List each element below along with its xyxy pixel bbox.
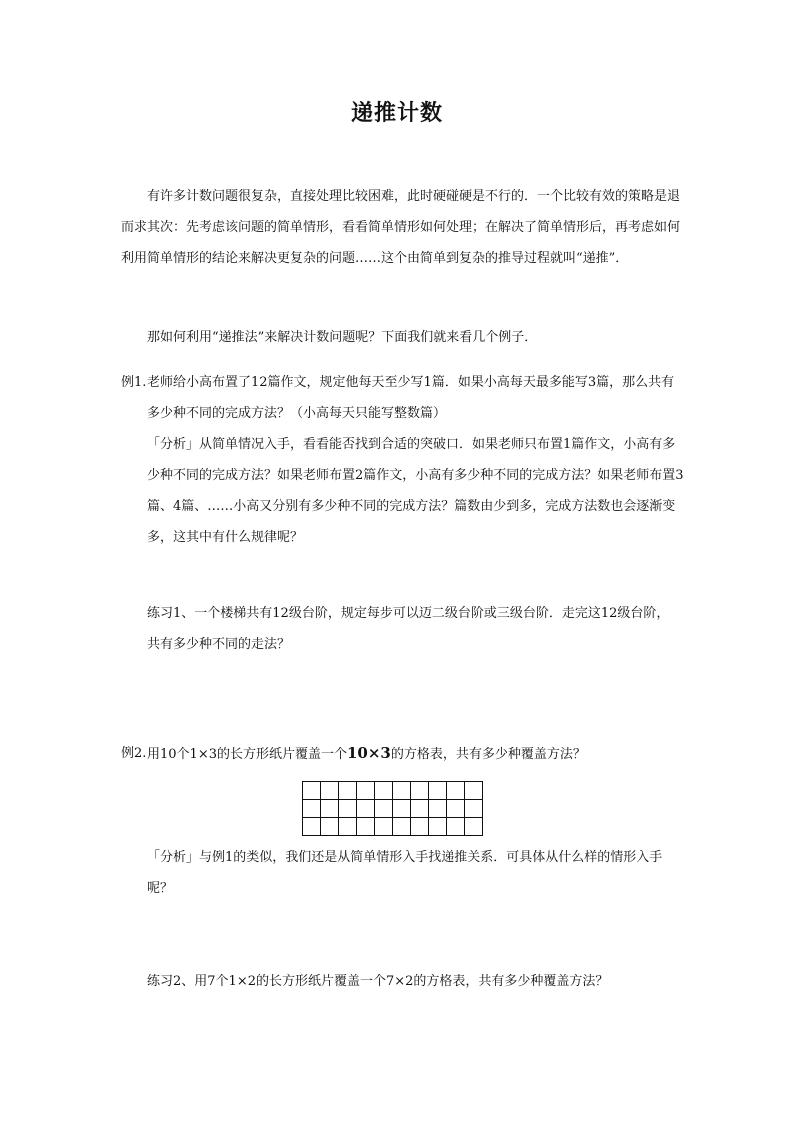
grid-cell [393, 800, 411, 818]
grid-cell [357, 818, 375, 836]
page-title: 递推计数 [350, 101, 443, 126]
grid-cell [321, 800, 339, 818]
grid-cell [429, 818, 447, 836]
grid-table-10x3 [302, 781, 483, 836]
intro-paragraph: 有许多计数问题很复杂，直接处理比较困难，此时硬碰硬是不行的．一个比较有效的策略是退而求其次：先考虑该问题的简单情形，看看简单情形如何处理；在解决了简单情形后，再考虑如何利用简单情形的结论来解决更复杂的问题……这个由简单到复杂的推导过程就叫“递推”． [121, 189, 681, 266]
grid-cell [411, 800, 429, 818]
example-1 [121, 367, 687, 553]
grid-cell [411, 818, 429, 836]
grid-cell [321, 818, 339, 836]
grid-row [303, 818, 483, 836]
grid-cell [447, 782, 465, 800]
example-2-label: 例2. [121, 746, 147, 761]
grid-cell [321, 782, 339, 800]
grid-cell [303, 782, 321, 800]
grid-cell [465, 800, 483, 818]
example-2-question [147, 738, 687, 770]
grid-cell [303, 818, 321, 836]
grid-cell [357, 782, 375, 800]
grid-cell [447, 818, 465, 836]
grid-cell [303, 800, 321, 818]
practice-1: 练习1、一个楼梯共有12级台阶，规定每步可以迈二级台阶或三级台阶．走完这12级台阶，共有多少种不同的走法？ [147, 606, 670, 652]
grid-cell [339, 800, 357, 818]
example-2-question-suffix: 的方格表，共有多少种覆盖方法？ [390, 747, 586, 762]
example-2 [121, 738, 687, 770]
grid-cell [375, 818, 393, 836]
grid-cell [393, 818, 411, 836]
example-1-analysis: 「分析」从简单情况入手，看看能否找到合适的突破口．如果老师只布置1篇作文，小高有多少种不同的完成方法？如果老师布置2篇作文，小高有多少种不同的完成方法？如果老师布置3篇、4篇、……小高又分别有多少种不同的完成方法？篇数由少到多，完成方法数也会逐渐变多，这其中有什么规律呢？ [147, 437, 684, 545]
example-2-grid-size: 10×3 [346, 744, 391, 762]
grid-cell [465, 818, 483, 836]
grid-cell [375, 800, 393, 818]
grid-cell [411, 782, 429, 800]
grid-row [303, 800, 483, 818]
grid-cell [465, 782, 483, 800]
grid-row [303, 782, 483, 800]
grid-cell [429, 800, 447, 818]
grid-cell [393, 782, 411, 800]
grid-cell [375, 782, 393, 800]
practice-2: 练习2、用7个1×2的长方形纸片覆盖一个7×2的方格表，共有多少种覆盖方法？ [147, 974, 609, 989]
lead-paragraph: 那如何利用“递推法”来解决计数问题呢？下面我们就来看几个例子． [147, 330, 538, 345]
grid-cell [339, 782, 357, 800]
grid-cell [429, 782, 447, 800]
example-1-question: 老师给小高布置了12篇作文，规定他每天至少写1篇．如果小高每天最多能写3篇，那么共有多少种不同的完成方法？（小高每天只能写整数篇） [147, 375, 675, 421]
example-2-analysis: 「分析」与例1的类似，我们还是从简单情形入手找递推关系．可具体从什么样的情形入手呢？ [147, 850, 663, 896]
grid-cell [357, 800, 375, 818]
example-1-label: 例1. [121, 375, 147, 390]
example-2-question-prefix: 用10个1×3的长方形纸片覆盖一个 [147, 747, 347, 762]
grid-cell [339, 818, 357, 836]
grid-cell [447, 800, 465, 818]
